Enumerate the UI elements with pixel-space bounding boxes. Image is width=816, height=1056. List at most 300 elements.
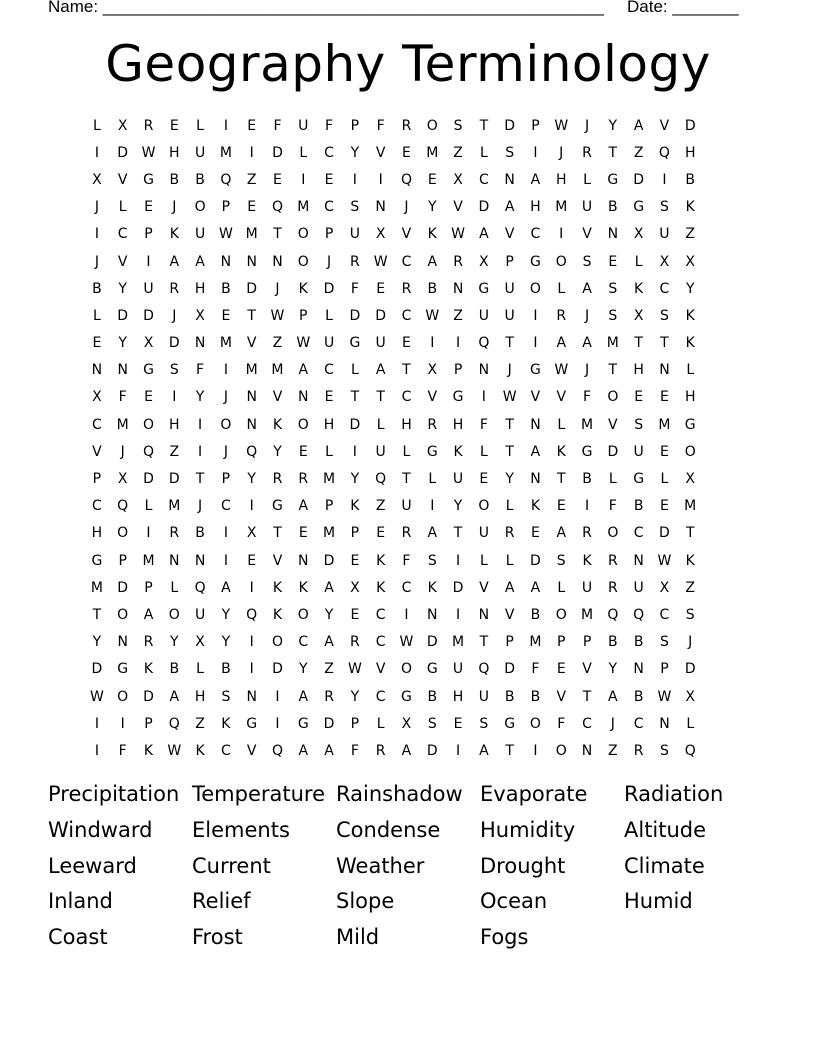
grid-letter[interactable]: J — [172, 307, 177, 324]
grid-letter[interactable]: G — [401, 688, 412, 705]
grid-letter[interactable]: Q — [478, 335, 490, 352]
grid-letter[interactable]: Y — [118, 335, 127, 352]
grid-letter[interactable]: G — [297, 715, 309, 732]
grid-letter[interactable]: L — [92, 307, 101, 324]
grid-letter[interactable]: P — [221, 471, 231, 488]
grid-letter[interactable]: M — [323, 525, 336, 542]
grid-letter[interactable]: I — [223, 525, 228, 542]
grid-letter[interactable]: Y — [221, 634, 231, 651]
grid-letter[interactable]: W — [554, 117, 569, 134]
grid-letter[interactable]: Y — [324, 606, 334, 623]
grid-letter[interactable]: L — [479, 552, 488, 569]
grid-letter[interactable]: A — [401, 742, 412, 759]
grid-letter[interactable]: G — [272, 498, 283, 515]
grid-letter[interactable]: E — [660, 389, 669, 406]
grid-letter[interactable]: X — [195, 307, 205, 324]
grid-letter[interactable]: E — [221, 307, 231, 324]
grid-letter[interactable]: D — [117, 579, 129, 596]
grid-letter[interactable]: E — [608, 253, 618, 270]
grid-letter[interactable]: N — [194, 335, 206, 352]
grid-letter[interactable]: D — [530, 552, 541, 569]
grid-letter[interactable]: X — [117, 471, 128, 488]
grid-letter[interactable]: K — [169, 226, 179, 243]
grid-letter[interactable]: A — [530, 443, 541, 460]
grid-letter[interactable]: J — [507, 362, 512, 379]
grid-letter[interactable]: Z — [246, 171, 257, 188]
grid-letter[interactable]: X — [685, 471, 696, 488]
grid-letter[interactable]: V — [272, 389, 283, 406]
grid-letter[interactable]: X — [195, 634, 205, 651]
grid-letter[interactable]: G — [426, 443, 438, 460]
grid-letter[interactable]: K — [685, 307, 695, 324]
grid-letter[interactable]: F — [350, 280, 359, 297]
grid-letter[interactable]: D — [143, 471, 154, 488]
grid-letter[interactable]: L — [428, 471, 437, 488]
grid-letter[interactable]: T — [505, 742, 514, 759]
grid-letter[interactable]: S — [659, 742, 669, 759]
grid-letter[interactable]: U — [659, 226, 670, 243]
grid-letter[interactable]: D — [633, 171, 645, 188]
grid-letter[interactable]: V — [427, 389, 438, 406]
grid-letter[interactable]: H — [530, 199, 541, 216]
grid-letter[interactable]: T — [505, 443, 514, 460]
grid-letter[interactable]: P — [324, 226, 334, 243]
grid-letter[interactable]: K — [221, 715, 231, 732]
grid-letter[interactable]: X — [427, 362, 438, 379]
grid-letter[interactable]: U — [375, 335, 386, 352]
grid-letter[interactable]: A — [556, 525, 567, 542]
grid-letter[interactable]: I — [481, 389, 486, 406]
grid-letter[interactable]: Y — [350, 688, 360, 705]
grid-letter[interactable]: G — [117, 661, 129, 678]
grid-letter[interactable]: J — [610, 715, 615, 732]
grid-letter[interactable]: V — [556, 688, 567, 705]
grid-letter[interactable]: N — [659, 715, 670, 732]
grid-letter[interactable]: H — [633, 362, 644, 379]
grid-letter[interactable]: M — [580, 606, 594, 623]
grid-letter[interactable]: Q — [117, 498, 129, 515]
grid-letter[interactable]: L — [325, 307, 333, 324]
grid-letter[interactable]: C — [478, 171, 489, 188]
grid-letter[interactable]: J — [94, 199, 99, 216]
grid-letter[interactable]: E — [298, 525, 308, 542]
grid-letter[interactable]: E — [350, 606, 360, 623]
grid-letter[interactable]: P — [582, 634, 592, 651]
grid-letter[interactable]: G — [143, 362, 154, 379]
grid-letter[interactable]: W — [89, 688, 104, 705]
grid-letter[interactable]: M — [90, 579, 103, 596]
grid-letter[interactable]: D — [323, 280, 335, 297]
grid-letter[interactable]: I — [378, 171, 383, 188]
grid-letter[interactable]: Y — [453, 498, 463, 515]
grid-letter[interactable]: L — [660, 471, 669, 488]
grid-letter[interactable]: P — [660, 661, 669, 678]
grid-letter[interactable]: R — [143, 634, 154, 651]
grid-letter[interactable]: T — [479, 117, 489, 134]
grid-letter[interactable]: C — [298, 634, 309, 651]
grid-letter[interactable]: R — [143, 117, 154, 134]
grid-letter[interactable]: D — [168, 335, 180, 352]
grid-letter[interactable]: O — [426, 117, 438, 134]
grid-letter[interactable]: V — [272, 552, 283, 569]
grid-letter[interactable]: E — [660, 498, 669, 515]
grid-letter[interactable]: S — [169, 362, 179, 379]
grid-letter[interactable]: K — [298, 579, 308, 596]
grid-letter[interactable]: D — [478, 199, 490, 216]
grid-letter[interactable]: R — [607, 579, 618, 596]
grid-letter[interactable]: M — [245, 226, 258, 243]
grid-letter[interactable]: L — [583, 171, 591, 188]
grid-letter[interactable]: N — [633, 552, 644, 569]
grid-letter[interactable]: E — [453, 715, 463, 732]
grid-letter[interactable]: R — [504, 525, 515, 542]
grid-letter[interactable]: C — [92, 416, 102, 433]
grid-letter[interactable]: J — [688, 634, 693, 651]
grid-letter[interactable]: Q — [478, 661, 490, 678]
grid-letter[interactable]: P — [350, 525, 360, 542]
grid-letter[interactable]: E — [144, 389, 153, 406]
grid-letter[interactable]: V — [479, 579, 489, 596]
grid-letter[interactable]: K — [427, 579, 437, 596]
grid-letter[interactable]: I — [584, 498, 590, 515]
grid-letter[interactable]: E — [273, 171, 282, 188]
grid-letter[interactable]: O — [400, 661, 412, 678]
grid-letter[interactable]: X — [92, 389, 102, 406]
grid-letter[interactable]: I — [455, 335, 461, 352]
grid-letter[interactable]: Y — [298, 661, 308, 678]
grid-letter[interactable]: P — [92, 471, 102, 488]
grid-letter[interactable]: N — [633, 661, 644, 678]
grid-letter[interactable]: E — [556, 498, 566, 515]
grid-letter[interactable]: C — [220, 498, 231, 515]
grid-letter[interactable]: G — [452, 389, 464, 406]
grid-letter[interactable]: Z — [633, 144, 644, 161]
grid-letter[interactable]: D — [323, 715, 335, 732]
grid-letter[interactable]: F — [376, 117, 385, 134]
grid-letter[interactable]: N — [581, 742, 593, 759]
grid-letter[interactable]: M — [529, 634, 542, 651]
grid-letter[interactable]: C — [375, 688, 386, 705]
grid-letter[interactable]: I — [223, 117, 228, 134]
grid-letter[interactable]: R — [607, 552, 618, 569]
grid-letter[interactable]: O — [607, 525, 619, 542]
grid-letter[interactable]: V — [582, 226, 592, 243]
grid-letter[interactable]: U — [478, 525, 489, 542]
grid-letter[interactable]: A — [324, 742, 334, 759]
grid-letter[interactable]: M — [219, 335, 232, 352]
grid-letter[interactable]: R — [453, 253, 463, 270]
grid-letter[interactable]: T — [247, 307, 256, 324]
grid-letter[interactable]: I — [120, 715, 125, 732]
grid-letter[interactable]: E — [92, 335, 102, 352]
grid-letter[interactable]: P — [144, 715, 153, 732]
grid-letter[interactable]: A — [324, 634, 334, 651]
grid-letter[interactable]: B — [633, 688, 644, 705]
grid-letter[interactable]: Q — [271, 199, 283, 216]
grid-letter[interactable]: J — [559, 144, 564, 161]
grid-letter[interactable]: N — [659, 362, 670, 379]
grid-letter[interactable]: E — [324, 171, 334, 188]
grid-letter[interactable]: L — [376, 715, 385, 732]
grid-letter[interactable]: R — [401, 117, 412, 134]
grid-letter[interactable]: U — [504, 307, 515, 324]
grid-letter[interactable]: P — [505, 634, 514, 651]
grid-letter[interactable]: V — [246, 335, 257, 352]
grid-letter[interactable]: A — [324, 579, 334, 596]
grid-letter[interactable]: V — [92, 443, 102, 460]
grid-letter[interactable]: K — [685, 199, 695, 216]
grid-letter[interactable]: C — [582, 715, 592, 732]
grid-letter[interactable]: I — [662, 171, 667, 188]
grid-letter[interactable]: U — [504, 280, 515, 297]
grid-letter[interactable]: G — [246, 715, 258, 732]
grid-letter[interactable]: X — [479, 253, 489, 270]
grid-letter[interactable]: P — [118, 552, 127, 569]
grid-letter[interactable]: Y — [221, 606, 231, 623]
grid-letter[interactable]: A — [298, 688, 309, 705]
grid-letter[interactable]: A — [504, 199, 515, 216]
grid-letter[interactable]: X — [633, 307, 644, 324]
grid-letter[interactable]: Y — [685, 280, 695, 297]
grid-letter[interactable]: R — [350, 634, 360, 651]
grid-letter[interactable]: E — [324, 389, 334, 406]
grid-letter[interactable]: X — [143, 335, 154, 352]
grid-letter[interactable]: N — [246, 253, 257, 270]
grid-letter[interactable]: V — [453, 199, 463, 216]
grid-letter[interactable]: N — [169, 552, 180, 569]
grid-letter[interactable]: J — [198, 498, 203, 515]
grid-letter[interactable]: Y — [350, 144, 360, 161]
grid-letter[interactable]: N — [530, 416, 541, 433]
grid-letter[interactable]: R — [556, 307, 567, 324]
grid-letter[interactable]: D — [168, 471, 180, 488]
grid-letter[interactable]: X — [375, 226, 386, 243]
grid-letter[interactable]: R — [350, 253, 360, 270]
grid-letter[interactable]: H — [169, 416, 180, 433]
grid-letter[interactable]: D — [426, 742, 438, 759]
grid-letter[interactable]: T — [685, 525, 695, 542]
grid-letter[interactable]: B — [530, 606, 541, 623]
grid-letter[interactable]: I — [249, 634, 254, 651]
grid-letter[interactable]: I — [430, 335, 435, 352]
grid-letter[interactable]: Z — [375, 498, 386, 515]
grid-letter[interactable]: Q — [220, 171, 232, 188]
grid-letter[interactable]: N — [91, 362, 103, 379]
grid-letter[interactable]: L — [196, 661, 204, 678]
grid-letter[interactable]: V — [582, 661, 592, 678]
grid-letter[interactable]: H — [684, 144, 696, 161]
grid-letter[interactable]: H — [194, 688, 206, 705]
grid-letter[interactable]: M — [245, 362, 258, 379]
grid-letter[interactable]: A — [530, 171, 541, 188]
grid-letter[interactable]: I — [455, 742, 461, 759]
grid-letter[interactable]: A — [169, 253, 180, 270]
grid-letter[interactable]: B — [169, 171, 180, 188]
grid-letter[interactable]: D — [143, 688, 154, 705]
grid-letter[interactable]: K — [634, 280, 644, 297]
grid-letter[interactable]: I — [430, 498, 435, 515]
grid-letter[interactable]: S — [505, 144, 515, 161]
grid-letter[interactable]: J — [327, 253, 332, 270]
grid-letter[interactable]: K — [530, 498, 541, 515]
grid-letter[interactable]: X — [117, 117, 128, 134]
grid-letter[interactable]: L — [557, 579, 566, 596]
grid-letter[interactable]: E — [479, 471, 489, 488]
grid-letter[interactable]: M — [658, 416, 671, 433]
grid-letter[interactable]: O — [478, 498, 490, 515]
grid-letter[interactable]: K — [143, 742, 154, 759]
grid-letter[interactable]: E — [402, 335, 411, 352]
grid-letter[interactable]: I — [146, 253, 151, 270]
grid-letter[interactable]: V — [504, 226, 515, 243]
grid-letter[interactable]: A — [633, 117, 644, 134]
grid-letter[interactable]: C — [530, 226, 541, 243]
grid-letter[interactable]: B — [582, 471, 592, 488]
grid-letter[interactable]: U — [581, 579, 593, 596]
grid-letter[interactable]: Y — [273, 443, 282, 460]
grid-letter[interactable]: P — [221, 199, 231, 216]
grid-letter[interactable]: F — [273, 117, 282, 134]
grid-letter[interactable]: W — [218, 226, 233, 243]
grid-letter[interactable]: Q — [271, 742, 283, 759]
grid-letter[interactable]: K — [350, 498, 360, 515]
grid-letter[interactable]: M — [684, 498, 697, 515]
grid-letter[interactable]: A — [375, 362, 386, 379]
grid-letter[interactable]: D — [375, 307, 387, 324]
grid-letter[interactable]: J — [275, 280, 280, 297]
grid-letter[interactable]: H — [401, 416, 412, 433]
grid-letter[interactable]: L — [479, 144, 488, 161]
grid-letter[interactable]: U — [452, 471, 464, 488]
grid-letter[interactable]: H — [452, 688, 464, 705]
grid-letter[interactable]: U — [478, 688, 489, 705]
grid-letter[interactable]: P — [505, 253, 514, 270]
grid-letter[interactable]: F — [479, 416, 488, 433]
grid-letter[interactable]: A — [169, 688, 180, 705]
grid-letter[interactable]: G — [684, 416, 696, 433]
grid-letter[interactable]: T — [505, 416, 514, 433]
grid-letter[interactable]: B — [221, 280, 231, 297]
grid-letter[interactable]: T — [660, 335, 669, 352]
grid-letter[interactable]: M — [606, 335, 619, 352]
grid-letter[interactable]: U — [478, 307, 489, 324]
grid-letter[interactable]: B — [633, 634, 644, 651]
grid-letter[interactable]: T — [402, 362, 411, 379]
grid-letter[interactable]: T — [634, 335, 643, 352]
grid-letter[interactable]: C — [401, 307, 412, 324]
grid-letter[interactable]: F — [325, 117, 334, 134]
grid-letter[interactable]: Q — [400, 171, 412, 188]
grid-letter[interactable]: I — [404, 606, 409, 623]
grid-letter[interactable]: U — [194, 606, 206, 623]
grid-letter[interactable]: D — [607, 443, 619, 460]
grid-letter[interactable]: J — [584, 362, 590, 379]
grid-letter[interactable]: F — [531, 661, 540, 678]
grid-letter[interactable]: E — [247, 117, 257, 134]
grid-letter[interactable]: Y — [505, 471, 514, 488]
grid-letter[interactable]: U — [349, 226, 360, 243]
grid-letter[interactable]: N — [452, 280, 464, 297]
grid-letter[interactable]: B — [427, 280, 438, 297]
grid-letter[interactable]: S — [608, 307, 618, 324]
grid-letter[interactable]: L — [196, 117, 204, 134]
grid-letter[interactable]: E — [298, 443, 308, 460]
grid-letter[interactable]: W — [296, 335, 311, 352]
grid-letter[interactable]: L — [686, 715, 695, 732]
grid-letter[interactable]: F — [557, 715, 566, 732]
grid-letter[interactable]: K — [376, 552, 386, 569]
grid-letter[interactable]: D — [349, 416, 361, 433]
grid-letter[interactable]: K — [685, 552, 695, 569]
grid-letter[interactable]: D — [684, 661, 696, 678]
grid-letter[interactable]: C — [375, 634, 386, 651]
grid-letter[interactable]: L — [350, 362, 359, 379]
grid-letter[interactable]: Q — [168, 715, 180, 732]
grid-letter[interactable]: U — [298, 117, 309, 134]
grid-letter[interactable]: F — [583, 389, 592, 406]
grid-letter[interactable]: A — [608, 688, 618, 705]
grid-letter[interactable]: I — [533, 144, 538, 161]
grid-letter[interactable]: Q — [246, 443, 258, 460]
grid-letter[interactable]: A — [298, 742, 309, 759]
grid-letter[interactable]: E — [427, 171, 437, 188]
grid-letter[interactable]: F — [118, 389, 127, 406]
grid-letter[interactable]: P — [144, 579, 153, 596]
grid-letter[interactable]: X — [350, 579, 360, 596]
grid-letter[interactable]: E — [169, 117, 179, 134]
grid-letter[interactable]: O — [529, 715, 541, 732]
grid-letter[interactable]: W — [554, 362, 569, 379]
grid-letter[interactable]: D — [246, 280, 258, 297]
grid-letter[interactable]: D — [684, 117, 696, 134]
grid-letter[interactable]: K — [453, 443, 463, 460]
grid-letter[interactable]: V — [530, 389, 541, 406]
grid-letter[interactable]: U — [375, 443, 386, 460]
grid-letter[interactable]: M — [452, 634, 465, 651]
grid-letter[interactable]: N — [298, 552, 309, 569]
grid-letter[interactable]: D — [91, 661, 103, 678]
grid-letter[interactable]: R — [272, 471, 283, 488]
grid-letter[interactable]: X — [246, 525, 257, 542]
grid-letter[interactable]: E — [376, 280, 386, 297]
grid-letter[interactable]: T — [453, 525, 463, 542]
grid-letter[interactable]: F — [196, 362, 205, 379]
grid-letter[interactable]: Z — [324, 661, 334, 678]
grid-letter[interactable]: M — [219, 144, 232, 161]
grid-letter[interactable]: L — [402, 443, 411, 460]
grid-letter[interactable]: U — [194, 144, 206, 161]
grid-letter[interactable]: D — [426, 634, 438, 651]
grid-letter[interactable]: I — [559, 226, 564, 243]
grid-letter[interactable]: T — [608, 362, 618, 379]
grid-letter[interactable]: U — [323, 335, 335, 352]
grid-letter[interactable]: N — [246, 389, 257, 406]
grid-letter[interactable]: K — [195, 742, 205, 759]
grid-letter[interactable]: O — [117, 525, 129, 542]
grid-letter[interactable]: G — [633, 471, 645, 488]
grid-letter[interactable]: N — [478, 362, 490, 379]
grid-letter[interactable]: B — [221, 661, 231, 678]
grid-letter[interactable]: M — [271, 362, 284, 379]
grid-letter[interactable]: M — [426, 144, 439, 161]
grid-letter[interactable]: G — [349, 335, 361, 352]
grid-letter[interactable]: T — [376, 389, 385, 406]
grid-letter[interactable]: O — [271, 634, 283, 651]
grid-letter[interactable]: D — [504, 117, 516, 134]
grid-letter[interactable]: K — [143, 661, 154, 678]
grid-letter[interactable]: H — [452, 416, 464, 433]
grid-letter[interactable]: E — [556, 661, 566, 678]
